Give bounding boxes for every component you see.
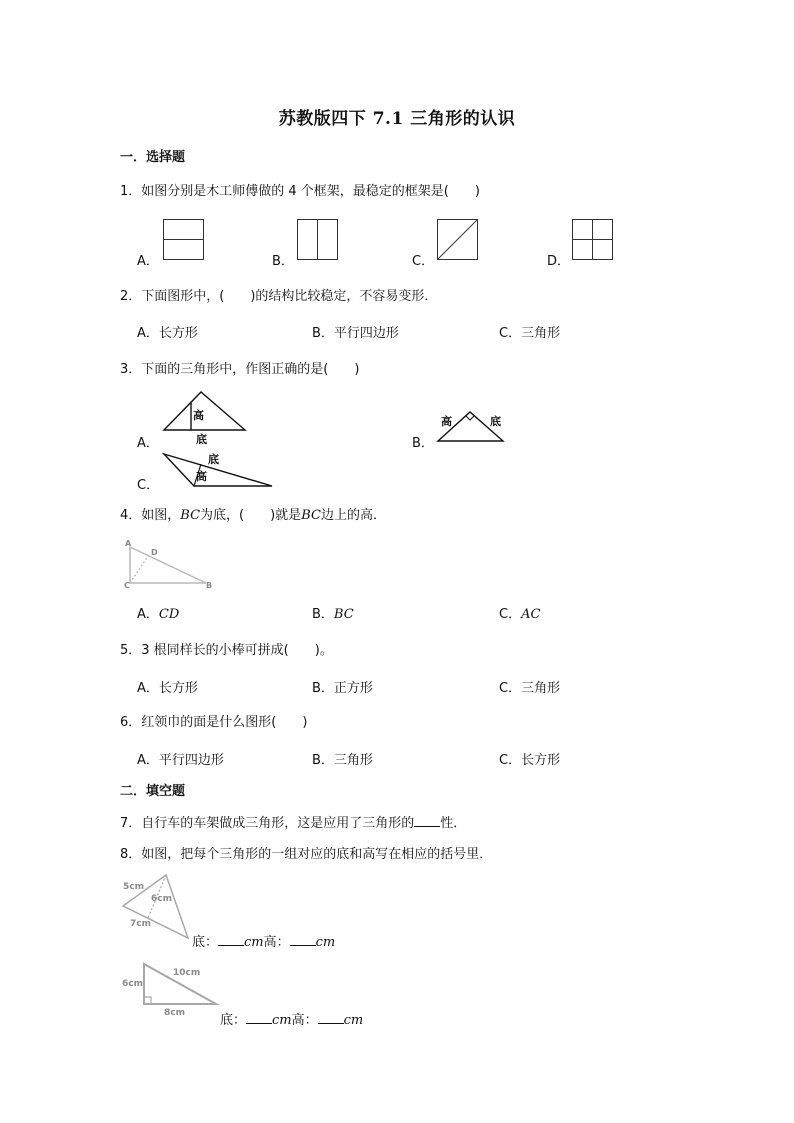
q6-option-c: C．长方形 bbox=[499, 753, 561, 768]
q1-option-c-label: C． bbox=[412, 254, 435, 269]
question-8-stem: 8．如图，把每个三角形的一组对应的底和高写在相应的括号里． bbox=[120, 847, 493, 862]
q8-fig1-label-7cm: 7cm bbox=[130, 919, 151, 929]
q8-1-height-label: 高： bbox=[263, 935, 290, 950]
q3-option-b-label: B． bbox=[412, 436, 434, 451]
q5-option-b: B．正方形 bbox=[312, 681, 373, 696]
q4-option-c-value: AC bbox=[521, 607, 541, 622]
q2-option-c: C．三角形 bbox=[499, 326, 561, 341]
q6-option-a: A．平行四边形 bbox=[137, 753, 224, 768]
q1-option-b-label: B． bbox=[272, 254, 294, 269]
question-7-stem bbox=[120, 812, 466, 831]
question-2-stem: 2．下面图形中，( )的结构比较稳定，不容易变形． bbox=[120, 289, 438, 304]
question-6-stem: 6．红领巾的面是什么图形( ) bbox=[120, 715, 308, 730]
q4-option-a bbox=[137, 603, 179, 622]
q1-frame-d-figure bbox=[572, 219, 614, 261]
q3-b-height-label: 高 bbox=[441, 415, 452, 428]
q8-1-height-unit: cm bbox=[315, 935, 336, 950]
question-4-stem bbox=[120, 504, 386, 523]
q6-option-b: B．三角形 bbox=[312, 753, 373, 768]
q8-answer-line-1 bbox=[192, 931, 335, 950]
q7-stem-pre: 7．自行车的车架做成三角形，这是应用了三角形的 bbox=[120, 816, 415, 831]
q8-fig1-label-5cm: 5cm bbox=[123, 882, 144, 892]
q8-figure-2 bbox=[118, 958, 222, 1020]
q4-label-a: A bbox=[125, 539, 132, 548]
section-heading-choice: 一．选择题 bbox=[120, 150, 186, 165]
q7-answer-blank[interactable] bbox=[414, 815, 440, 827]
q8-fig2-label-10cm: 10cm bbox=[173, 968, 201, 978]
q4-stem-bc-1: BC bbox=[180, 508, 201, 523]
q4-stem-pre: 4．如图， bbox=[120, 508, 181, 523]
q8-fig2-label-8cm: 8cm bbox=[164, 1008, 185, 1018]
q8-2-height-blank[interactable] bbox=[318, 1012, 344, 1024]
q1-option-a-label: A． bbox=[137, 254, 159, 269]
q4-option-a-letter: A． bbox=[137, 607, 159, 622]
q8-answer-line-2 bbox=[220, 1009, 363, 1028]
q8-figure-1 bbox=[118, 870, 198, 942]
question-3-stem: 3．下面的三角形中，作图正确的是( ) bbox=[120, 362, 360, 377]
q4-label-b: B bbox=[206, 581, 213, 590]
q5-option-a: A．长方形 bbox=[137, 681, 198, 696]
q4-option-b bbox=[312, 603, 354, 622]
q3-figure-b bbox=[435, 405, 515, 447]
q8-1-height-blank[interactable] bbox=[290, 934, 316, 946]
q4-option-b-value: BC bbox=[333, 607, 354, 622]
q8-2-base-blank[interactable] bbox=[246, 1012, 272, 1024]
page-title: 苏教版四下 7.1 三角形的认识 bbox=[278, 109, 516, 129]
q3-figure-a bbox=[160, 388, 250, 448]
question-1-stem: 1．如图分别是木工师傅做的 4 个框架，最稳定的框架是( ) bbox=[120, 184, 480, 199]
q1-frame-b-figure bbox=[297, 219, 339, 261]
q8-2-base-unit: cm bbox=[272, 1013, 292, 1028]
q1-frame-c-figure bbox=[437, 219, 479, 261]
q8-2-base-label: 底： bbox=[220, 1013, 247, 1028]
q3-option-c-label: C． bbox=[137, 478, 160, 493]
q2-option-a: A．长方形 bbox=[137, 326, 198, 341]
q2-option-b: B．平行四边形 bbox=[312, 326, 399, 341]
q5-option-c: C．三角形 bbox=[499, 681, 561, 696]
q3-option-a-label: A． bbox=[137, 436, 159, 451]
q4-label-c: C bbox=[124, 581, 130, 590]
q8-1-base-unit: cm bbox=[244, 935, 264, 950]
q3-figure-c bbox=[160, 448, 280, 492]
q7-stem-post: 性． bbox=[440, 816, 467, 831]
q4-stem-bc-2: BC bbox=[301, 508, 321, 523]
q3-c-base-label: 底 bbox=[208, 453, 219, 466]
q4-stem-post: 边上的高． bbox=[320, 508, 386, 523]
section-heading-fill: 二．填空题 bbox=[120, 784, 186, 799]
q8-2-height-label: 高： bbox=[291, 1013, 318, 1028]
q3-c-height-label: 高 bbox=[196, 470, 207, 483]
q1-frame-a-figure bbox=[163, 219, 205, 261]
q4-option-c bbox=[499, 603, 540, 622]
q4-option-a-value: CD bbox=[158, 607, 180, 622]
q4-option-b-letter: B． bbox=[312, 607, 334, 622]
q4-option-c-letter: C． bbox=[499, 607, 522, 622]
q1-option-d-label: D． bbox=[547, 254, 571, 269]
q8-2-height-unit: cm bbox=[343, 1013, 364, 1028]
q4-stem-mid: 为底，( )就是 bbox=[200, 508, 302, 523]
q8-1-base-blank[interactable] bbox=[218, 934, 244, 946]
q4-label-d: D bbox=[151, 548, 158, 557]
q8-1-base-label: 底： bbox=[192, 935, 219, 950]
q8-fig1-label-6cm: 6cm bbox=[151, 894, 172, 904]
q8-fig2-label-6cm: 6cm bbox=[122, 979, 143, 989]
q3-a-base-label: 底 bbox=[196, 433, 207, 446]
q3-b-base-label: 底 bbox=[490, 415, 501, 428]
q4-figure bbox=[120, 538, 220, 592]
q3-a-height-label: 高 bbox=[193, 409, 204, 422]
question-5-stem: 5．3 根同样长的小棒可拼成( )。 bbox=[120, 643, 333, 658]
